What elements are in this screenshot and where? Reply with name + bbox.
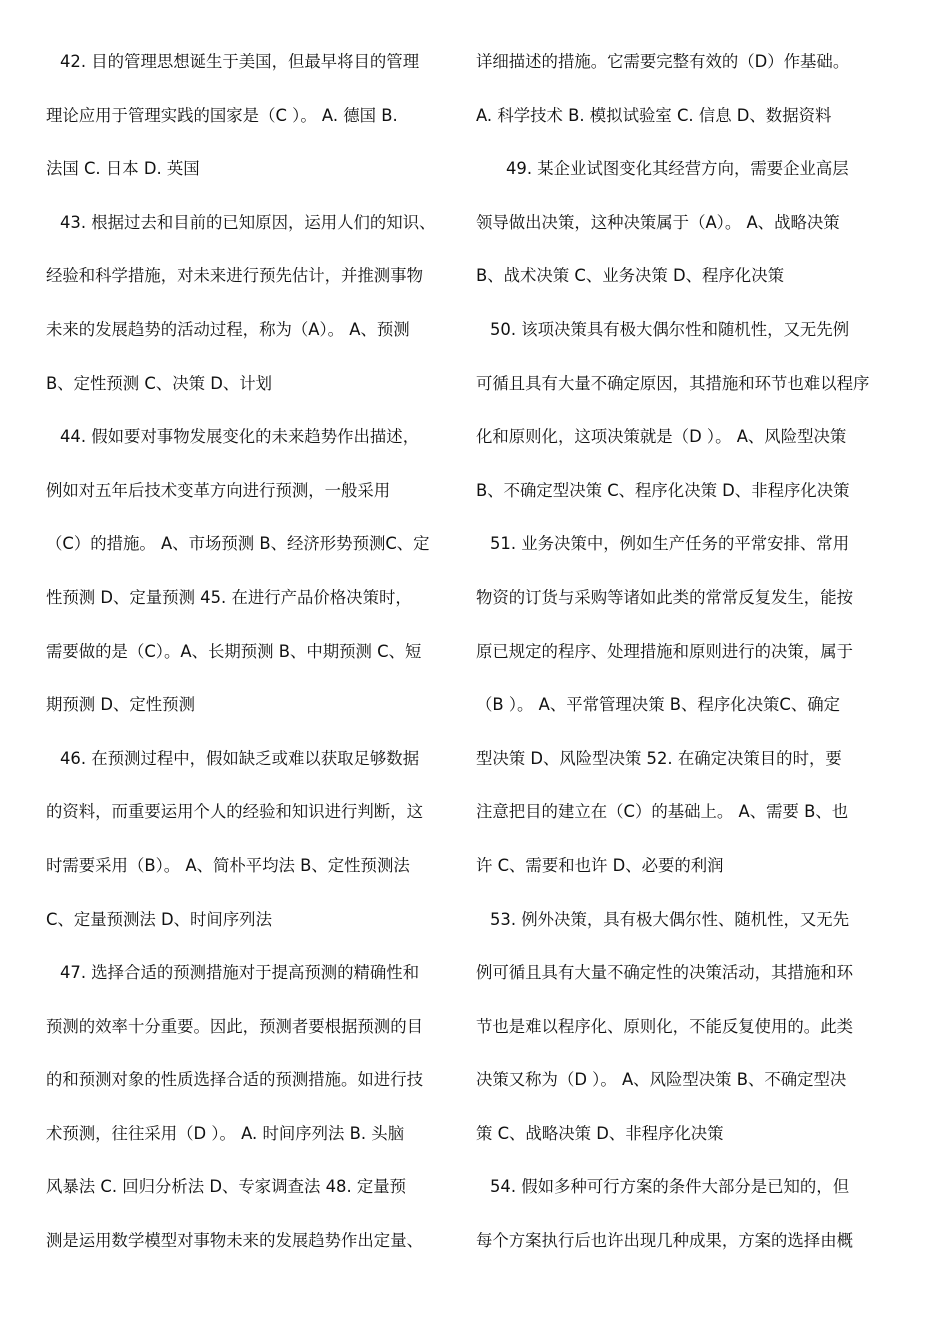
text-line: 化和原则化，这项决策就是（D ）。 A、风险型决策 (476, 427, 847, 447)
text-line: 50. 该项决策具有极大偶尔性和随机性，又无先例 (490, 319, 850, 339)
text-line: 54. 假如多种可行方案的条件大部分是已知的，但 (490, 1177, 850, 1197)
text-line: 51. 业务决策中，例如生产任务的平常安排、常用 (490, 534, 850, 554)
text-line: 需要做的是（C）。A、长期预测 B、中期预测 C、短 (46, 641, 422, 661)
text-line: 的和预测对象的性质选择合适的预测措施。如进行技 (46, 1070, 423, 1090)
text-line: 时需要采用（B）。 A、简朴平均法 B、定性预测法 (46, 855, 410, 875)
text-line: 42. 目的管理思想诞生于美国，但最早将目的管理 (60, 52, 420, 71)
text-line: 原已规定的程序、处理措施和原则进行的决策，属于 (476, 641, 853, 661)
text-line: 每个方案执行后也许出现几种成果，方案的选择由概 (476, 1231, 853, 1251)
text-line: 53. 例外决策，具有极大偶尔性、随机性，又无先 (490, 909, 850, 929)
text-line: 物资的订货与采购等诸如此类的常常反复发生，能按 (476, 587, 853, 607)
text-line: 理论应用于管理实践的国家是（C ）。 A. 德国 B. (46, 105, 398, 125)
text-line: 未来的发展趋势的活动过程，称为（A）。 A、预测 (46, 319, 410, 339)
text-line: 术预测，往往采用（D ）。 A. 时间序列法 B. 头脑 (46, 1123, 405, 1143)
text-line: 许 C、需要和也许 D、必要的利润 (476, 855, 724, 875)
text-line: 测是运用数学模型对事物未来的发展趋势作出定量、 (46, 1231, 423, 1251)
text-line: 法国 C. 日本 D. 英国 (46, 159, 200, 179)
text-line: 详细描述的措施。它需要完整有效的（D）作基础。 (476, 52, 850, 71)
text-line: 注意把目的建立在（C）的基础上。 A、需要 B、也 (476, 802, 849, 822)
text-line: B、战术决策 C、业务决策 D、程序化决策 (476, 266, 784, 286)
text-line: 的资料，而重要运用个人的经验和知识进行判断，这 (46, 802, 423, 822)
text-line: 领导做出决策，这种决策属于（A）。 A、战略决策 (476, 212, 840, 232)
text-line: C、定量预测法 D、时间序列法 (46, 909, 272, 929)
text-line: 例如对五年后技术变革方向进行预测，一般采用 (46, 480, 391, 500)
text-line: （B ）。 A、平常管理决策 B、程序化决策C、确定 (476, 695, 840, 715)
text-line: 预测的效率十分重要。因此，预测者要根据预测的目 (46, 1016, 423, 1036)
text-line: 经验和科学措施，对未来进行预先估计，并推测事物 (46, 266, 423, 286)
text-line: 决策又称为（D ）。 A、风险型决策 B、不确定型决 (476, 1070, 847, 1090)
text-line: 性预测 D、定量预测 45. 在进行产品价格决策时， (46, 587, 412, 607)
text-line: 期预测 D、定性预测 (46, 695, 195, 715)
text-line: 策 C、战略决策 D、非程序化决策 (476, 1123, 724, 1143)
text-line: 47. 选择合适的预测措施对于提高预测的精确性和 (60, 963, 420, 983)
text-line: 44. 假如要对事物发展变化的未来趋势作出描述， (60, 427, 420, 447)
text-line: 型决策 D、风险型决策 52. 在确定决策目的时，要 (476, 748, 842, 768)
text-line: B、定性预测 C、决策 D、计划 (46, 373, 273, 393)
text-line: 46. 在预测过程中，假如缺乏或难以获取足够数据 (60, 748, 420, 768)
text-line: （C）的措施。 A、市场预测 B、经济形势预测C、定 (46, 534, 430, 554)
right-column (476, 35, 888, 1268)
text-line: B、不确定型决策 C、程序化决策 D、非程序化决策 (476, 480, 850, 500)
text-line: 风暴法 C. 回归分析法 D、专家调查法 48. 定量预 (46, 1177, 407, 1197)
text-line: 例可循且具有大量不确定性的决策活动，其措施和环 (476, 963, 853, 983)
text-line: A. 科学技术 B. 模拟试验室 C. 信息 D、数据资料 (476, 105, 832, 125)
left-column (46, 35, 458, 1268)
text-line: 节也是难以程序化、原则化，不能反复使用的。此类 (476, 1016, 853, 1036)
text-line: 43. 根据过去和目前的已知原因，运用人们的知识、 (60, 212, 436, 232)
text-line: 49. 某企业试图变化其经营方向，需要企业高层 (506, 159, 849, 179)
text-line: 可循且具有大量不确定原因，其措施和环节也难以程序 (476, 373, 870, 393)
